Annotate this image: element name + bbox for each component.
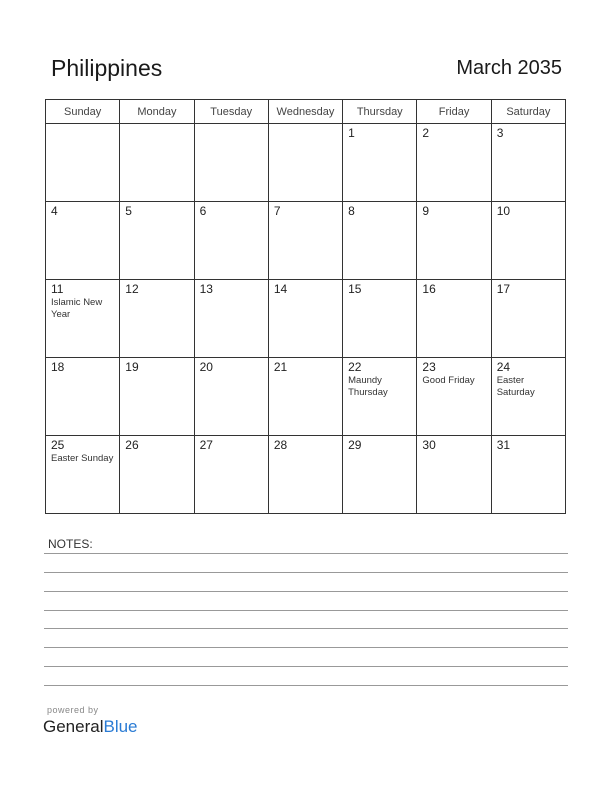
weekday-header-row	[46, 100, 566, 124]
weekday-wednesday: Wednesday	[268, 100, 342, 124]
day-number: 27	[199, 438, 213, 452]
note-line	[44, 572, 568, 573]
weekday-tuesday: Tuesday	[194, 100, 268, 124]
day-cell	[120, 202, 194, 280]
day-cell	[120, 280, 194, 358]
powered-by-text: powered by	[47, 705, 99, 715]
day-number: 2	[422, 126, 430, 140]
day-cell	[491, 202, 565, 280]
day-number: 23	[422, 360, 436, 374]
note-line	[44, 666, 568, 667]
logo-general-text: General	[43, 717, 104, 736]
weekday-monday: Monday	[120, 100, 194, 124]
day-cell	[268, 358, 342, 436]
week-row	[46, 202, 566, 280]
day-number: 3	[496, 126, 504, 140]
day-number: 10	[496, 204, 511, 218]
note-line	[44, 628, 568, 629]
day-cell	[417, 280, 491, 358]
week-row	[46, 436, 566, 514]
day-cell	[417, 202, 491, 280]
day-number: 14	[273, 282, 288, 296]
holiday-label: Good Friday	[422, 375, 475, 386]
day-cell	[120, 436, 194, 514]
day-number: 24	[496, 360, 511, 374]
day-number: 16	[422, 282, 436, 296]
weekday-saturday: Saturday	[491, 100, 565, 124]
day-cell	[491, 280, 565, 358]
day-cell	[491, 124, 565, 202]
day-number: 8	[348, 204, 355, 218]
note-line	[44, 553, 568, 554]
day-cell	[343, 124, 417, 202]
week-row	[46, 124, 566, 202]
day-cell	[194, 202, 268, 280]
day-cell	[343, 358, 417, 436]
day-number: 6	[199, 204, 207, 218]
day-cell	[46, 280, 120, 358]
day-number: 21	[273, 360, 288, 374]
day-cell	[343, 202, 417, 280]
notes-label: NOTES:	[48, 537, 93, 551]
note-line	[44, 610, 568, 611]
day-number: 4	[51, 204, 58, 218]
day-cell	[194, 280, 268, 358]
weekday-sunday: Sunday	[46, 100, 120, 124]
day-cell	[120, 124, 194, 202]
note-line	[44, 647, 568, 648]
day-number: 22	[348, 360, 362, 374]
note-line	[44, 591, 568, 592]
calendar-grid	[45, 99, 566, 514]
day-cell	[268, 202, 342, 280]
day-cell	[194, 436, 268, 514]
day-cell	[46, 358, 120, 436]
day-number: 12	[125, 282, 139, 296]
day-number: 5	[125, 204, 132, 218]
day-cell	[417, 358, 491, 436]
day-cell	[417, 124, 491, 202]
country-title: Philippines	[51, 55, 163, 81]
day-cell	[268, 436, 342, 514]
day-number: 29	[348, 438, 362, 452]
day-number: 28	[273, 438, 288, 452]
day-cell	[268, 124, 342, 202]
week-row	[46, 358, 566, 436]
day-cell	[194, 358, 268, 436]
day-number: 19	[125, 360, 139, 374]
day-number: 26	[125, 438, 139, 452]
day-number: 18	[51, 360, 65, 374]
day-number: 13	[199, 282, 213, 296]
day-number: 17	[496, 282, 511, 296]
note-line	[44, 685, 568, 686]
day-cell	[343, 436, 417, 514]
day-cell	[46, 436, 120, 514]
holiday-label: Easter Saturday	[496, 375, 535, 398]
day-number: 1	[348, 126, 355, 140]
day-number: 20	[199, 360, 213, 374]
weekday-thursday: Thursday	[343, 100, 417, 124]
holiday-label: Maundy Thursday	[348, 375, 388, 398]
day-cell	[417, 436, 491, 514]
week-row	[46, 280, 566, 358]
holiday-label: Islamic New Year	[51, 297, 103, 320]
day-number: 30	[422, 438, 436, 452]
day-cell	[343, 280, 417, 358]
generalblue-logo[interactable]	[43, 717, 138, 737]
holiday-label: Easter Sunday	[51, 453, 114, 464]
day-cell	[491, 358, 565, 436]
day-cell	[46, 124, 120, 202]
day-number: 11	[51, 282, 64, 296]
day-number: 7	[273, 204, 281, 218]
day-number: 9	[422, 204, 430, 218]
day-number: 15	[348, 282, 362, 296]
day-cell	[120, 358, 194, 436]
day-number: 31	[496, 438, 511, 452]
day-cell	[46, 202, 120, 280]
day-cell	[268, 280, 342, 358]
month-title: March 2035	[456, 57, 562, 79]
day-cell	[194, 124, 268, 202]
weekday-friday: Friday	[417, 100, 491, 124]
logo-blue-text: Blue	[103, 717, 138, 736]
day-cell	[491, 436, 565, 514]
day-number: 25	[51, 438, 65, 452]
